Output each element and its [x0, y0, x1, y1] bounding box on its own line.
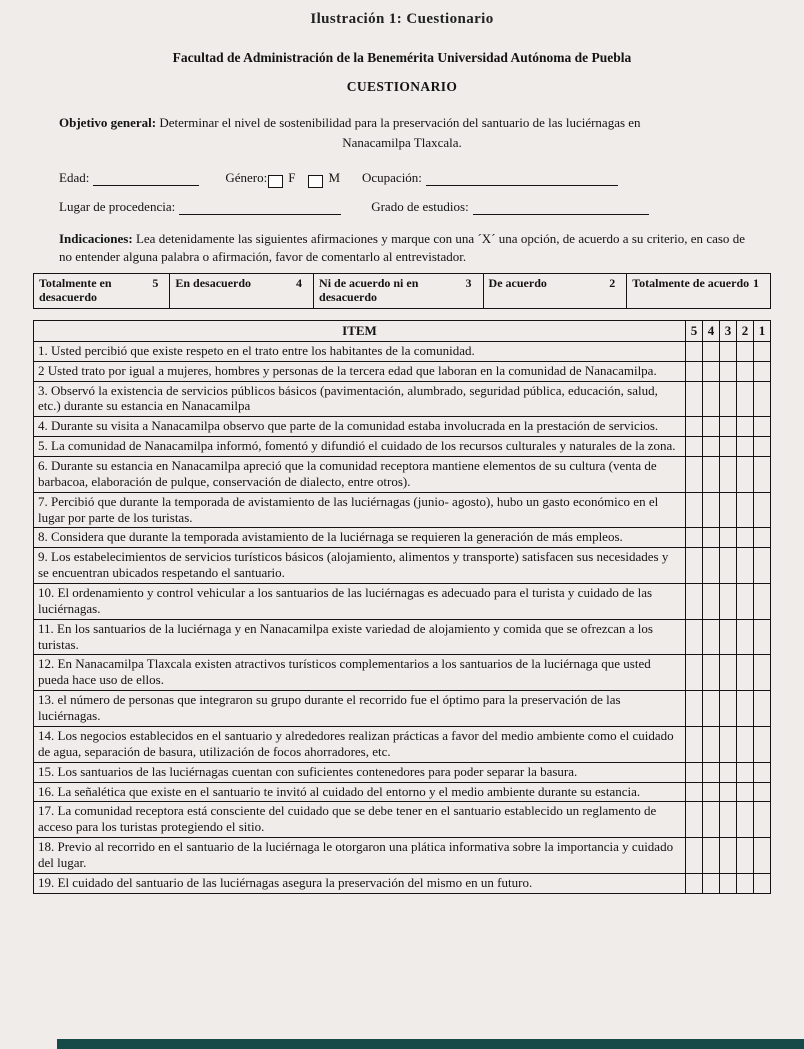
- answer-cell-5[interactable]: [686, 548, 703, 584]
- objective-text-line2: Nanacamilpa Tlaxcala.: [342, 135, 462, 150]
- edad-blank-field[interactable]: [93, 171, 199, 186]
- answer-cell-2[interactable]: [737, 457, 754, 493]
- answer-cell-1[interactable]: [754, 584, 771, 620]
- answer-cell-1[interactable]: [754, 417, 771, 437]
- answer-cell-4[interactable]: [703, 762, 720, 782]
- item-text: 19. El cuidado del santuario de las luciérnagas asegura la preservación del mismo en un futuro.: [34, 873, 686, 893]
- item-text: 1. Usted percibió que existe respeto en el trato entre los habitantes de la comunidad.: [34, 341, 686, 361]
- answer-cell-1[interactable]: [754, 838, 771, 874]
- answer-cell-5[interactable]: [686, 381, 703, 417]
- answer-cell-3[interactable]: [720, 457, 737, 493]
- answer-cell-5[interactable]: [686, 782, 703, 802]
- answer-cell-3[interactable]: [720, 655, 737, 691]
- genero-f-checkbox[interactable]: [268, 175, 283, 188]
- answer-cell-4[interactable]: [703, 417, 720, 437]
- score-column-header: 3: [720, 320, 737, 341]
- answer-cell-3[interactable]: [720, 417, 737, 437]
- answer-cell-5[interactable]: [686, 437, 703, 457]
- scale-value: 5: [152, 276, 159, 291]
- answer-cell-4[interactable]: [703, 802, 720, 838]
- answer-cell-2[interactable]: [737, 341, 754, 361]
- answer-cell-4[interactable]: [703, 873, 720, 893]
- table-row: [34, 838, 771, 874]
- item-text: 5. La comunidad de Nanacamilpa informó, fomentó y difundió el cuidado de los recursos culturales y naturales de la zona.: [34, 437, 686, 457]
- ocupacion-label: Ocupación:: [362, 170, 422, 185]
- answer-cell-4[interactable]: [703, 584, 720, 620]
- table-row: [34, 584, 771, 620]
- instructions-paragraph: [33, 230, 771, 265]
- answer-cell-1[interactable]: [754, 655, 771, 691]
- answer-cell-1[interactable]: [754, 619, 771, 655]
- document-title: CUESTIONARIO: [346, 79, 458, 94]
- answer-cell-5[interactable]: [686, 619, 703, 655]
- item-text: 4. Durante su visita a Nanacamilpa observo que parte de la comunidad estaba involucrada en la prestación de servicios.: [34, 417, 686, 437]
- item-text: 13. el número de personas que integraron su grupo durante el recorrido fue el óptimo para la preservación de las luciérnagas.: [34, 691, 686, 727]
- item-text: 10. El ordenamiento y control vehicular a los santuarios de las luciérnagas es adecuado para el turista y cuidado de las luciérnagas.: [34, 584, 686, 620]
- table-row: [34, 492, 771, 528]
- answer-cell-2[interactable]: [737, 782, 754, 802]
- answer-cell-1[interactable]: [754, 341, 771, 361]
- answer-cell-1[interactable]: [754, 528, 771, 548]
- answer-cell-1[interactable]: [754, 437, 771, 457]
- item-text: 6. Durante su estancia en Nanacamilpa apreció que la comunidad receptora mantiene elementos de su cultura (venta de barbacoa, elaboración de pulque, conservación de dialecto, entre otros).: [34, 457, 686, 493]
- answer-cell-4[interactable]: [703, 655, 720, 691]
- answer-cell-3[interactable]: [720, 726, 737, 762]
- footer-bar: [57, 1039, 804, 1049]
- answer-cell-2[interactable]: [737, 691, 754, 727]
- scale-cell: [34, 274, 170, 309]
- answer-cell-5[interactable]: [686, 341, 703, 361]
- answer-cell-1[interactable]: [754, 381, 771, 417]
- items-table-body: [34, 341, 771, 893]
- answer-cell-3[interactable]: [720, 584, 737, 620]
- answer-cell-5[interactable]: [686, 417, 703, 437]
- scale-label: Totalmente de acuerdo: [632, 276, 750, 291]
- grado-estudios-blank-field[interactable]: [473, 200, 649, 215]
- answer-cell-3[interactable]: [720, 381, 737, 417]
- answer-cell-2[interactable]: [737, 381, 754, 417]
- table-row: [34, 802, 771, 838]
- genero-m-label: M: [328, 170, 340, 185]
- scale-cell: [627, 274, 771, 309]
- figure-caption: Ilustración 1: Cuestionario: [310, 11, 494, 27]
- answer-cell-5[interactable]: [686, 838, 703, 874]
- answer-cell-4[interactable]: [703, 437, 720, 457]
- answer-cell-5[interactable]: [686, 762, 703, 782]
- answer-cell-1[interactable]: [754, 457, 771, 493]
- item-text: 12. En Nanacamilpa Tlaxcala existen atractivos turísticos complementarios a los santuarios de la luciérnaga que usted pueda hace uso de ellos.: [34, 655, 686, 691]
- answer-cell-2[interactable]: [737, 838, 754, 874]
- table-row: [34, 528, 771, 548]
- answer-cell-5[interactable]: [686, 584, 703, 620]
- item-text: 17. La comunidad receptora está consciente del cuidado que se debe tener en el santuario establecido un reglamento de acceso para los turistas protegiendo el sitio.: [34, 802, 686, 838]
- answer-cell-1[interactable]: [754, 802, 771, 838]
- answer-cell-4[interactable]: [703, 528, 720, 548]
- answer-cell-3[interactable]: [720, 873, 737, 893]
- answer-cell-3[interactable]: [720, 691, 737, 727]
- table-row: [34, 457, 771, 493]
- objective-label: Objetivo general:: [59, 115, 157, 130]
- score-column-header: 4: [703, 320, 720, 341]
- answer-cell-3[interactable]: [720, 437, 737, 457]
- answer-cell-4[interactable]: [703, 361, 720, 381]
- score-column-header: 1: [754, 320, 771, 341]
- answer-cell-2[interactable]: [737, 437, 754, 457]
- table-row: [34, 361, 771, 381]
- item-text: 15. Los santuarios de las luciérnagas cuentan con suficientes contenedores para poder separar la basura.: [34, 762, 686, 782]
- scale-value: 1: [753, 276, 759, 291]
- table-row: [34, 548, 771, 584]
- table-row: [34, 691, 771, 727]
- scale-label: De acuerdo: [488, 276, 547, 291]
- answer-cell-2[interactable]: [737, 655, 754, 691]
- demographics-row-2: [33, 199, 771, 215]
- objective-text: Determinar el nivel de sostenibilidad para la preservación del santuario de las luciérnagas en: [159, 115, 641, 130]
- answer-cell-4[interactable]: [703, 619, 720, 655]
- ocupacion-blank-field[interactable]: [426, 171, 618, 186]
- scale-value: 3: [465, 276, 472, 291]
- item-text: 7. Percibió que durante la temporada de avistamiento de las luciérnagas (junio- agosto), hubo un gasto económico en el lugar por parte de los turistas.: [34, 492, 686, 528]
- scale-label: En desacuerdo: [175, 276, 252, 291]
- answer-cell-2[interactable]: [737, 762, 754, 782]
- answer-cell-3[interactable]: [720, 492, 737, 528]
- answer-cell-3[interactable]: [720, 528, 737, 548]
- answer-cell-4[interactable]: [703, 341, 720, 361]
- lugar-procedencia-label: Lugar de procedencia:: [59, 199, 176, 214]
- institution-name: Facultad de Administración de la Benemérita Universidad Autónoma de Puebla: [172, 50, 632, 65]
- instructions-label: Indicaciones:: [59, 231, 133, 246]
- score-column-header: 2: [737, 320, 754, 341]
- answer-cell-2[interactable]: [737, 548, 754, 584]
- table-row: [34, 341, 771, 361]
- scale-cell: [483, 274, 627, 309]
- grado-estudios-label: Grado de estudios:: [371, 199, 469, 214]
- edad-label: Edad:: [59, 170, 90, 185]
- item-text: 2 Usted trato por igual a mujeres, hombres y personas de la tercera edad que laboran en la comunidad de Nanacamilpa.: [34, 361, 686, 381]
- items-table: [33, 320, 771, 894]
- questionnaire-document: [33, 50, 771, 894]
- genero-m-checkbox[interactable]: [308, 175, 323, 188]
- answer-cell-4[interactable]: [703, 381, 720, 417]
- items-header-row: [34, 320, 771, 341]
- answer-cell-5[interactable]: [686, 492, 703, 528]
- answer-cell-4[interactable]: [703, 492, 720, 528]
- answer-cell-1[interactable]: [754, 492, 771, 528]
- answer-cell-5[interactable]: [686, 691, 703, 727]
- item-text: 14. Los negocios establecidos en el santuario y alrededores realizan prácticas a favor del medio ambiente como el cuidado de agua, separación de basura, utilización de focos ahorradores, etc.: [34, 726, 686, 762]
- answer-cell-2[interactable]: [737, 873, 754, 893]
- table-row: [34, 873, 771, 893]
- scale-value: 2: [609, 276, 616, 291]
- item-text: 11. En los santuarios de la luciérnaga y en Nanacamilpa existe variedad de alojamiento y comida que se ofrezcan a los turistas.: [34, 619, 686, 655]
- answer-cell-5[interactable]: [686, 655, 703, 691]
- answer-cell-5[interactable]: [686, 802, 703, 838]
- answer-cell-1[interactable]: [754, 361, 771, 381]
- item-column-header: ITEM: [34, 320, 686, 341]
- table-row: [34, 655, 771, 691]
- answer-cell-2[interactable]: [737, 726, 754, 762]
- scale-cell: [170, 274, 314, 309]
- genero-label: Género:: [225, 170, 268, 185]
- answer-cell-3[interactable]: [720, 838, 737, 874]
- answer-cell-4[interactable]: [703, 457, 720, 493]
- answer-cell-3[interactable]: [720, 782, 737, 802]
- answer-cell-4[interactable]: [703, 838, 720, 874]
- scale-value: 4: [296, 276, 303, 291]
- table-row: [34, 726, 771, 762]
- answer-cell-5[interactable]: [686, 726, 703, 762]
- answer-cell-1[interactable]: [754, 548, 771, 584]
- answer-cell-4[interactable]: [703, 782, 720, 802]
- scale-cell: [314, 274, 484, 309]
- table-row: [34, 437, 771, 457]
- item-text: 3. Observó la existencia de servicios públicos básicos (pavimentación, alumbrado, seguridad pública, educación, salud, etc.) durante su estancia en Nanacamilpa: [34, 381, 686, 417]
- item-text: 9. Los estabelecimientos de servicios turísticos básicos (alojamiento, alimentos y transporte) satisfacen sus necesidades y se encuentran ubicados respetando el santuario.: [34, 548, 686, 584]
- answer-cell-2[interactable]: [737, 619, 754, 655]
- scale-label: Ni de acuerdo ni en desacuerdo: [319, 276, 419, 305]
- item-text: 18. Previo al recorrido en el santuario de la luciérnaga le otorgaron una plática informativa sobre la importancia y cuidado del lugar.: [34, 838, 686, 874]
- table-row: [34, 417, 771, 437]
- answer-cell-2[interactable]: [737, 417, 754, 437]
- answer-cell-3[interactable]: [720, 802, 737, 838]
- genero-f-label: F: [288, 170, 296, 185]
- table-row: [34, 762, 771, 782]
- answer-cell-2[interactable]: [737, 492, 754, 528]
- instructions-text: Lea detenidamente las siguientes afirmaciones y marque con una ´X´ una opción, de acuerdo a su criterio, en caso de no entender alguna palabra o afirmación, favor de comentarlo al entrevistador.: [59, 231, 745, 264]
- table-row: [34, 619, 771, 655]
- answer-cell-1[interactable]: [754, 762, 771, 782]
- answer-cell-3[interactable]: [720, 361, 737, 381]
- item-text: 16. La señalética que existe en el santuario te invitó al cuidado del entorno y el medio ambiente durante su estancia.: [34, 782, 686, 802]
- answer-cell-4[interactable]: [703, 548, 720, 584]
- scale-row: [34, 274, 771, 309]
- objective-paragraph: [33, 115, 771, 131]
- answer-cell-3[interactable]: [720, 619, 737, 655]
- answer-cell-4[interactable]: [703, 691, 720, 727]
- answer-cell-2[interactable]: [737, 361, 754, 381]
- answer-cell-3[interactable]: [720, 548, 737, 584]
- score-column-header: 5: [686, 320, 703, 341]
- answer-cell-2[interactable]: [737, 802, 754, 838]
- answer-cell-5[interactable]: [686, 528, 703, 548]
- lugar-procedencia-blank-field[interactable]: [179, 200, 341, 215]
- likert-scale-table: [33, 273, 771, 309]
- scale-label: Totalmente en desacuerdo: [39, 276, 112, 305]
- table-row: [34, 782, 771, 802]
- answer-cell-1[interactable]: [754, 726, 771, 762]
- answer-cell-1[interactable]: [754, 691, 771, 727]
- answer-cell-5[interactable]: [686, 361, 703, 381]
- answer-cell-5[interactable]: [686, 457, 703, 493]
- answer-cell-5[interactable]: [686, 873, 703, 893]
- answer-cell-2[interactable]: [737, 528, 754, 548]
- answer-cell-4[interactable]: [703, 726, 720, 762]
- table-row: [34, 381, 771, 417]
- answer-cell-3[interactable]: [720, 762, 737, 782]
- answer-cell-3[interactable]: [720, 341, 737, 361]
- answer-cell-2[interactable]: [737, 584, 754, 620]
- demographics-row-1: [33, 170, 771, 186]
- answer-cell-1[interactable]: [754, 782, 771, 802]
- answer-cell-1[interactable]: [754, 873, 771, 893]
- item-text: 8. Considera que durante la temporada avistamiento de la luciérnaga se requieren la generación de más empleos.: [34, 528, 686, 548]
